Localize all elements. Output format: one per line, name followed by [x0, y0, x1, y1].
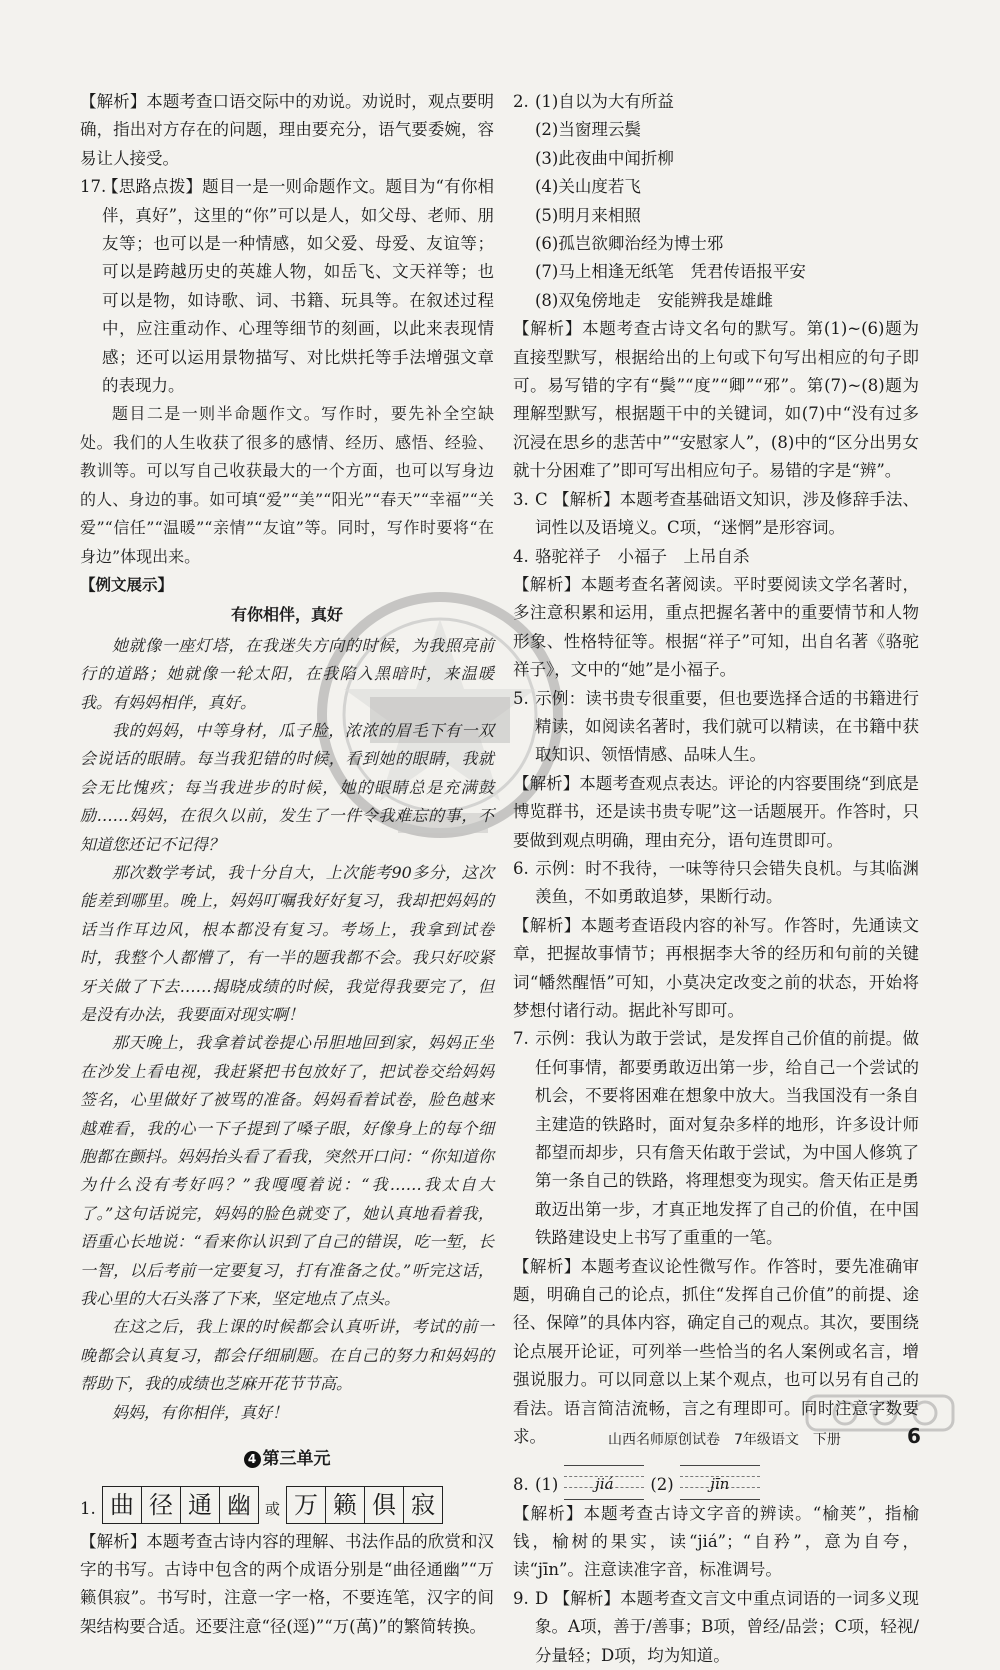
- box-char: 径: [142, 1487, 181, 1523]
- q17-hint-2: 题目二是一则半命题作文。写作时，要先补全空缺处。我们的人生收获了很多的感情、经历、感悟、经验、教训等。可以写自己收获最大的一个方面，也可以写身边的人、身边的事。如可填“爱”“美”“阳光”“春天”“幸福”“关爱”“信任”“温暖”“亲情”“友谊”等。同时，写作时要将“在身边”体现出来。: [80, 404, 494, 566]
- q2-item: (6)孤岂欲卿治经为博士邪: [535, 234, 724, 254]
- essay-paragraph: 我的妈妈，中等身材，瓜子脸，浓浓的眉毛下有一双会说话的眼睛。每当我犯错的时候，看到她的眼睛，我就会无比愧疚；每当我进步的时候，她的眼睛总是充满鼓励……妈妈，在很久以前，发生了一件令我难忘的事，不知道您还记不记得？: [80, 720, 494, 854]
- box-char: 万: [287, 1487, 326, 1523]
- unit-number-badge: 4: [244, 1451, 261, 1468]
- q3-answer: 3. C 【解析】本题考查基础语文知识，涉及修辞手法、词性以及语境义。C项，“迷惘”是形容词。: [513, 486, 919, 543]
- q2-item: (2)当窗理云鬓: [535, 120, 641, 140]
- box-char: 通: [181, 1487, 220, 1523]
- or-text: 或: [265, 1500, 281, 1519]
- box-char: 幽: [227, 1490, 251, 1519]
- example-label: 【例文展示】: [80, 575, 174, 594]
- q4-answer: 4. 骆驼祥子 小福子 上吊自杀: [513, 543, 919, 571]
- q5-answer: 5. 示例：读书贵专很重要，但也要选择合适的书籍进行精读，如阅读名著时，我们就可以精读，在书籍中获取知识、领悟情感、品味人生。: [513, 685, 919, 770]
- q2-item: (3)此夜曲中闻折柳: [535, 148, 674, 168]
- page-number: 6: [907, 1424, 921, 1448]
- q8-analysis: 【解析】本题考查古诗文字音的辨读。“榆荚”，指榆钱，榆树的果实，读“jiá”；“自矜”，意为自夸，读“jīn”。注意读准字音，标准调号。: [513, 1503, 919, 1580]
- q2-item: (5)明月来相照: [535, 205, 641, 225]
- q4-analysis: 【解析】本题考查名著阅读。平时要阅读文学名著时，多注意积累和运用，重点把握名著中的重要情节和人物形象、性格特征等。根据“祥子”可知，出自名著《骆驼祥子》，文中的“她”是小福子。: [513, 574, 919, 680]
- q17-hint: 17.【思路点拨】题目一是一则命题作文。题目为“有你相伴，真好”，这里的“你”可以是人，如父母、老师、朋友等；也可以是一种情感，如父爱、母爱、友谊等；可以是跨越历史的英雄人物，如岳飞、文天祥等；也可以是物，如诗歌、词、书籍、玩具等。在叙述过程中，应注重动作、心理等细节的刻画，以此来表现情感；还可以运用景物描写、对比烘托等手法增强文章的表现力。: [80, 173, 494, 400]
- q8-label-2: (2): [650, 1475, 674, 1495]
- essay-title: 有你相伴，真好: [230, 605, 343, 625]
- q1-number: 1.: [80, 1499, 96, 1519]
- box-char: 俱: [365, 1487, 404, 1523]
- pinyin-grid-2: [680, 1465, 760, 1500]
- box-char: 曲: [103, 1487, 142, 1523]
- q9-number: 9.: [513, 1588, 529, 1608]
- q2-item: (4)关山度若飞: [535, 177, 641, 197]
- q6-number: 6.: [513, 858, 529, 878]
- q6-analysis: 【解析】本题考查语段内容的补写。作答时，先通读文章，把握故事情节；再根据李大爷的经历和句前的关键词“幡然醒悟”可知，小莫决定改变之前的状态，开始将梦想付诸行动。据此补写即可。: [513, 915, 919, 1020]
- q5-number: 5.: [513, 688, 529, 708]
- q8-label-1: (1): [535, 1475, 559, 1495]
- q2-item: (8)双兔傍地走 安能辨我是雄雌: [535, 290, 773, 310]
- q2-number: 2.: [513, 92, 529, 111]
- q2-analysis: 【解析】本题考查古诗文名句的默写。第(1)~(6)题为直接型默写，根据给出的上句或下句写出相应的句子即可。易写错的字有“鬓”“度”“卿”“邪”。第(7)~(8)题为理解型默写，根据题干中的关键词，如(7)中“没有过多沉浸在思乡的悲苦中”“安慰家人”，(8)中的“区分出男女就十分困难了”即可写出相应句子。易错的字是“辨”。: [513, 319, 919, 481]
- calligraphy-boxes: [80, 1486, 494, 1524]
- essay-paragraph: 她就像一座灯塔，在我迷失方向的时候，为我照亮前行的道路；她就像一轮太阳，在我陷入黑暗时，来温暖我。有妈妈相伴，真好。: [80, 635, 494, 712]
- q2-item: (1)自以为大有所益: [535, 92, 674, 111]
- unit-title: 4 第三单元: [80, 1445, 494, 1473]
- q7-number: 7.: [513, 1029, 529, 1049]
- q6-answer: 6. 示例：时不我待，一味等待只会错失良机。与其临渊羡鱼，不如勇敢追梦，果断行动。: [513, 855, 919, 912]
- box-char: 寂: [411, 1490, 436, 1519]
- q7-analysis: 【解析】本题考查议论性微写作。作答时，要先准确审题，明确自己的论点，抓住“发挥自己价值”的前提、途径、保障”的具体内容，确定自己的观点。其次，要围绕论点展开论证，可列举一些恰当的名人案例或名言，增强说服力。可以同意以上某个观点，也可以另有自己的看法。语言简洁流畅，言之有理即可。同时注意字数要求。: [513, 1256, 919, 1447]
- q8-number: 8.: [513, 1475, 529, 1495]
- essay-paragraph: 那次数学考试，我十分自大，上次能考90多分，这次能差到哪里。晚上，妈妈叮嘱我好好复习，我却把妈妈的话当作耳边风，根本都没有复习。考场上，我拿到试卷时，我整个人都懵了，有一半的题我都不会。我只好咬紧牙关做了下去……揭晓成绩的时候，我觉得我要完了，但是没有办法，我要面对现实啊！: [80, 862, 494, 1024]
- essay-paragraph: 妈妈，有你相伴，真好！: [112, 1402, 289, 1422]
- left-column: [80, 88, 494, 1641]
- box-char: 籁: [326, 1487, 365, 1523]
- pinyin-grid-1: [564, 1465, 644, 1500]
- idiom-box-b: [286, 1486, 443, 1524]
- idiom-box-a: [102, 1486, 259, 1524]
- essay-paragraph: 那天晚上，我拿着试卷提心吊胆地回到家，妈妈正坐在沙发上看电视，我赶紧把书包放好了，把试卷交给妈妈签名，心里做好了被骂的准备。妈妈看着试卷，脸色越来越难看，我的心一下子提到了嗓子眼，好像身上的每个细胞都在颤抖。妈妈抬头看了看我，突然开口问：“你知道你为什么没有考好吗？”我嘎嘎着说：“我……我太自大了。”这句话说完，妈妈的脸色就变了，她认真地看着我，语重心长地说：“看来你认识到了自己的错误，吃一堑，长一智，以后考前一定要复习，打有准备之仗。”听完这话，我心里的大石头落了下来，坚定地点了点头。: [80, 1033, 494, 1309]
- q3-number: 3.: [513, 489, 529, 509]
- q4-number: 4.: [513, 546, 529, 566]
- q2-block: [513, 88, 919, 315]
- pinyin-answer-2: jīn: [710, 1474, 730, 1493]
- pinyin-answer-1: jiá: [595, 1474, 614, 1493]
- q2-item: (7)马上相逢无纸笔 凭君传语报平安: [535, 262, 806, 282]
- essay-paragraph: 在这之后，我上课的时候都会认真听讲，考试的前一晚都会认真复习，都会仔细刷题。在自己的努力和妈妈的帮助下，我的成绩也芝麻开花节节高。: [80, 1317, 494, 1394]
- q7-answer: 7. 示例：我认为敢于尝试，是发挥自己价值的前提。做任何事情，都要勇敢迈出第一步，给自己一个尝试的机会，不要将困难在想象中放大。当我国没有一条自主建造的铁路时，面对复杂多样的地形，许多设计师都望而却步，只有詹天佑敢于尝试，为中国人修筑了第一条自己的铁路，将理想变为现实。詹天佑正是勇敢迈出第一步，才真正地发挥了自己的价值，在中国铁路建设史上书写了重重的一笔。: [513, 1025, 919, 1252]
- q17-number: 17.: [80, 177, 107, 197]
- q8-pinyin-answers: [513, 1452, 919, 1500]
- footer-book-title: 山西名师原创试卷 7年级语文 下册: [608, 1432, 841, 1448]
- q1-analysis: 【解析】本题考查古诗内容的理解、书法作品的欣赏和汉字的书写。古诗中包含的两个成语分别是“曲径通幽”“万籁俱寂”。书写时，注意一字一格，不要连笔，汉字的间架结构要合适。还要注意“径(逕)”“万(萬)”的繁简转换。: [80, 1531, 494, 1636]
- q9-answer: 9. D 【解析】本题考查文言文中重点词语的一词多义现象。A项，善于/善事；B项，曾经/品尝；C项，轻视/分量轻；D项，均为知道。: [513, 1585, 919, 1670]
- q16-analysis: 【解析】本题考查口语交际中的劝说。劝说时，观点要明确，指出对方存在的问题，理由要充分，语气要委婉，容易让人接受。: [80, 92, 494, 168]
- q5-analysis: 【解析】本题考查观点表达。评论的内容要围绕“到底是博览群书，还是读书贵专呢”这一话题展开。作答时，只要做到观点明确，理由充分，语句连贯即可。: [513, 773, 919, 850]
